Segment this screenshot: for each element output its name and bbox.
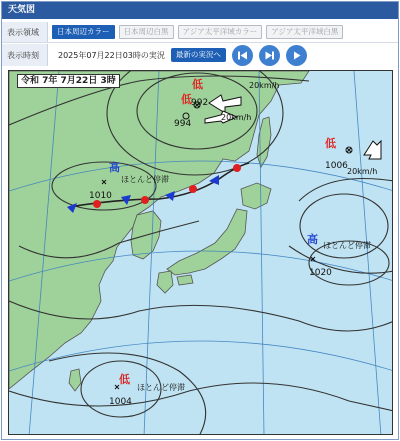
previous-button[interactable] <box>259 45 280 66</box>
pressure-value: 1004 <box>109 397 132 407</box>
region-asia-mono-button[interactable]: アジア太平洋域白黒 <box>266 25 343 39</box>
pressure-value: 1006 <box>325 161 348 171</box>
region-asia-color-button[interactable]: アジア太平洋域カラー <box>178 25 263 39</box>
pressure-value: 1010 <box>89 191 112 201</box>
time-value: 2025年07月22日03時の実況 <box>58 50 165 60</box>
high-symbol: 高 <box>307 233 318 246</box>
movement-speed: 20km/h <box>347 167 378 176</box>
low-symbol: 低 <box>181 93 192 106</box>
region-japan-mono-button[interactable]: 日本周辺白黒 <box>119 25 174 39</box>
skip-back-icon <box>237 50 248 61</box>
movement-speed: 20km/h <box>249 81 280 90</box>
region-label: 表示領域 <box>2 22 48 42</box>
pressure-value: 1020 <box>309 268 332 278</box>
movement-note: ほとんど停滞 <box>323 241 371 250</box>
weather-map-graphic <box>9 71 393 435</box>
step-back-icon <box>264 50 275 61</box>
low-symbol: 低 <box>325 137 336 150</box>
panel-title: 天気図 <box>2 2 398 19</box>
region-row <box>2 22 398 43</box>
latest-observation-button[interactable]: 最新の実況へ <box>171 48 226 62</box>
pressure-value: 992 <box>191 98 209 108</box>
movement-note: ほとんど停滞 <box>121 175 169 184</box>
next-button[interactable] <box>286 45 307 66</box>
weather-map <box>8 70 393 435</box>
high-symbol: 高 <box>109 161 120 174</box>
time-row <box>2 44 398 66</box>
first-button[interactable] <box>232 45 253 66</box>
low-symbol: 低 <box>192 78 203 91</box>
play-next-icon <box>291 50 302 61</box>
time-label: 表示時刻 <box>2 44 48 66</box>
movement-note: ほとんど停滞 <box>137 383 185 392</box>
movement-speed: 20km/h <box>221 113 252 122</box>
weather-map-panel <box>1 1 399 440</box>
pressure-value: 994 <box>174 119 192 129</box>
low-symbol: 低 <box>119 373 130 386</box>
map-date-label: 令和 7年 7月22日 3時 <box>17 74 120 88</box>
region-japan-color-button[interactable]: 日本周辺カラー <box>52 25 115 39</box>
